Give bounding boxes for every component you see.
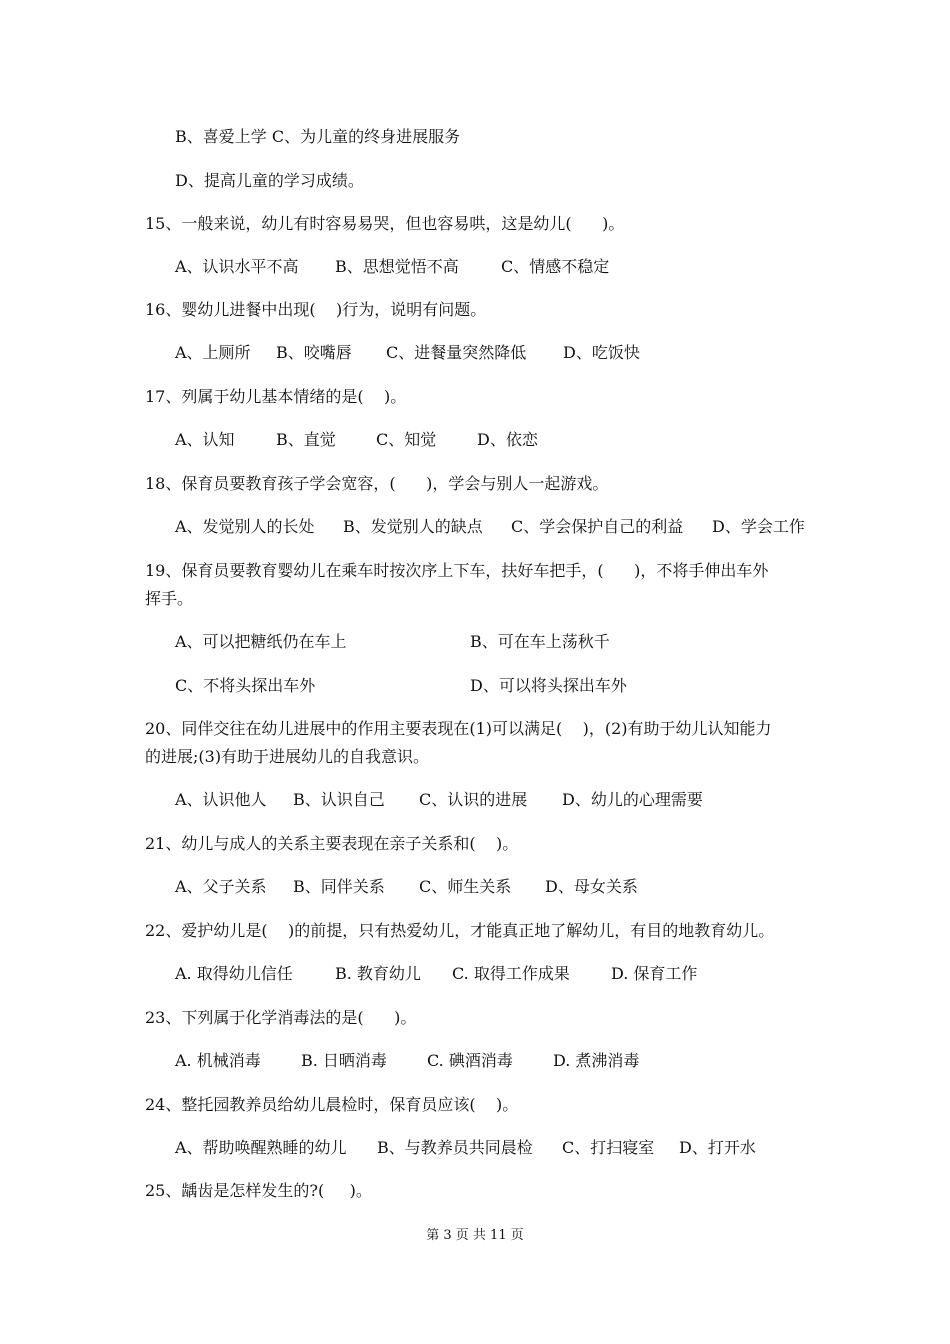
question-17-options [175,430,538,450]
question-14-option-b-c: B、喜爱上学 C、为儿童的终身进展服务 [175,127,461,146]
option-b: B、思想觉悟不高 [335,257,459,276]
question-19-option-d: D、可以将头探出车外 [470,676,627,695]
option-a: A、发觉别人的长处 [175,517,315,536]
question-25: 25、龋齿是怎样发生的?( )。 [145,1181,372,1200]
option-b: B、直觉 [276,430,336,449]
question-14-option-d: D、提高儿童的学习成绩。 [175,171,364,190]
question-22-options [175,964,697,984]
option-b: B. 教育幼儿 [335,964,421,983]
option-b: B、咬嘴唇 [276,343,352,362]
option-a: A、认识他人 [175,790,267,809]
option-b: B. 日晒消毒 [301,1051,387,1070]
option-a: A、父子关系 [175,877,267,896]
option-b: B、与教养员共同晨检 [377,1138,533,1157]
option-b: B、认识自己 [293,790,385,809]
option-d: D、打开水 [679,1138,756,1157]
question-20-options [175,790,703,810]
option-d: D、母女关系 [545,877,638,896]
option-a: A. 取得幼儿信任 [175,964,293,983]
option-c: C. 取得工作成果 [452,964,570,983]
option-c: C. 碘酒消毒 [427,1051,513,1070]
question-18-options [175,517,805,537]
option-a: A、认识水平不高 [175,257,299,276]
option-d: D. 保育工作 [611,964,698,983]
option-a: A. 机械消毒 [175,1051,261,1070]
option-a: A、帮助唤醒熟睡的幼儿 [175,1138,347,1157]
option-d: D、吃饭快 [563,343,640,362]
question-20-continued: 的进展;(3)有助于进展幼儿的自我意识。 [145,747,430,766]
question-21-options [175,877,638,897]
question-24: 24、整托园教养员给幼儿晨检时，保育员应该( )。 [145,1095,519,1114]
option-c: C、进餐量突然降低 [386,343,527,362]
option-c: C、知觉 [376,430,437,449]
option-c: C、学会保护自己的利益 [511,517,684,536]
question-15-options [175,257,609,277]
question-19-continued: 挥手。 [145,589,194,608]
question-15: 15、一般来说，幼儿有时容易易哭，但也容易哄，这是幼儿( )。 [145,214,625,233]
question-17: 17、列属于幼儿基本情绪的是( )。 [145,387,407,406]
question-22: 22、爱护幼儿是( )的前提，只有热爱幼儿，才能真正地了解幼儿，有目的地教育幼儿。 [145,921,775,940]
option-d: D、依恋 [477,430,538,449]
question-21: 21、幼儿与成人的关系主要表现在亲子关系和( )。 [145,834,519,853]
question-19-option-c: C、不将头探出车外 [175,676,316,695]
question-23: 23、下列属于化学消毒法的是( )。 [145,1008,417,1027]
question-19-option-b: B、可在车上荡秋千 [470,632,610,651]
question-18: 18、保育员要教育孩子学会宽容，( )，学会与别人一起游戏。 [145,474,609,493]
option-c: C、认识的进展 [419,790,528,809]
option-d: D. 煮沸消毒 [553,1051,640,1070]
question-19: 19、保育员要教育婴幼儿在乘车时按次序上下车，扶好车把手，( )，不将手伸出车外 [145,561,769,580]
question-16-options [175,343,640,363]
option-d: D、学会工作 [712,517,805,536]
option-b: B、发觉别人的缺点 [343,517,483,536]
option-c: C、师生关系 [419,877,512,896]
question-24-options [175,1138,756,1158]
question-19-option-a: A、可以把糖纸仍在车上 [175,632,347,651]
page-footer: 第 3 页 共 11 页 [426,1228,524,1243]
question-20: 20、同伴交往在幼儿进展中的作用主要表现在(1)可以满足( )，(2)有助于幼儿认知能力 [145,719,772,738]
option-a: A、上厕所 [175,343,251,362]
question-16: 16、婴幼儿进餐中出现( )行为，说明有问题。 [145,300,487,319]
option-c: C、打扫寝室 [562,1138,655,1157]
option-a: A、认知 [175,430,235,449]
option-d: D、幼儿的心理需要 [562,790,703,809]
option-b: B、同伴关系 [293,877,385,896]
question-23-options [175,1051,639,1071]
option-c: C、情感不稳定 [501,257,610,276]
